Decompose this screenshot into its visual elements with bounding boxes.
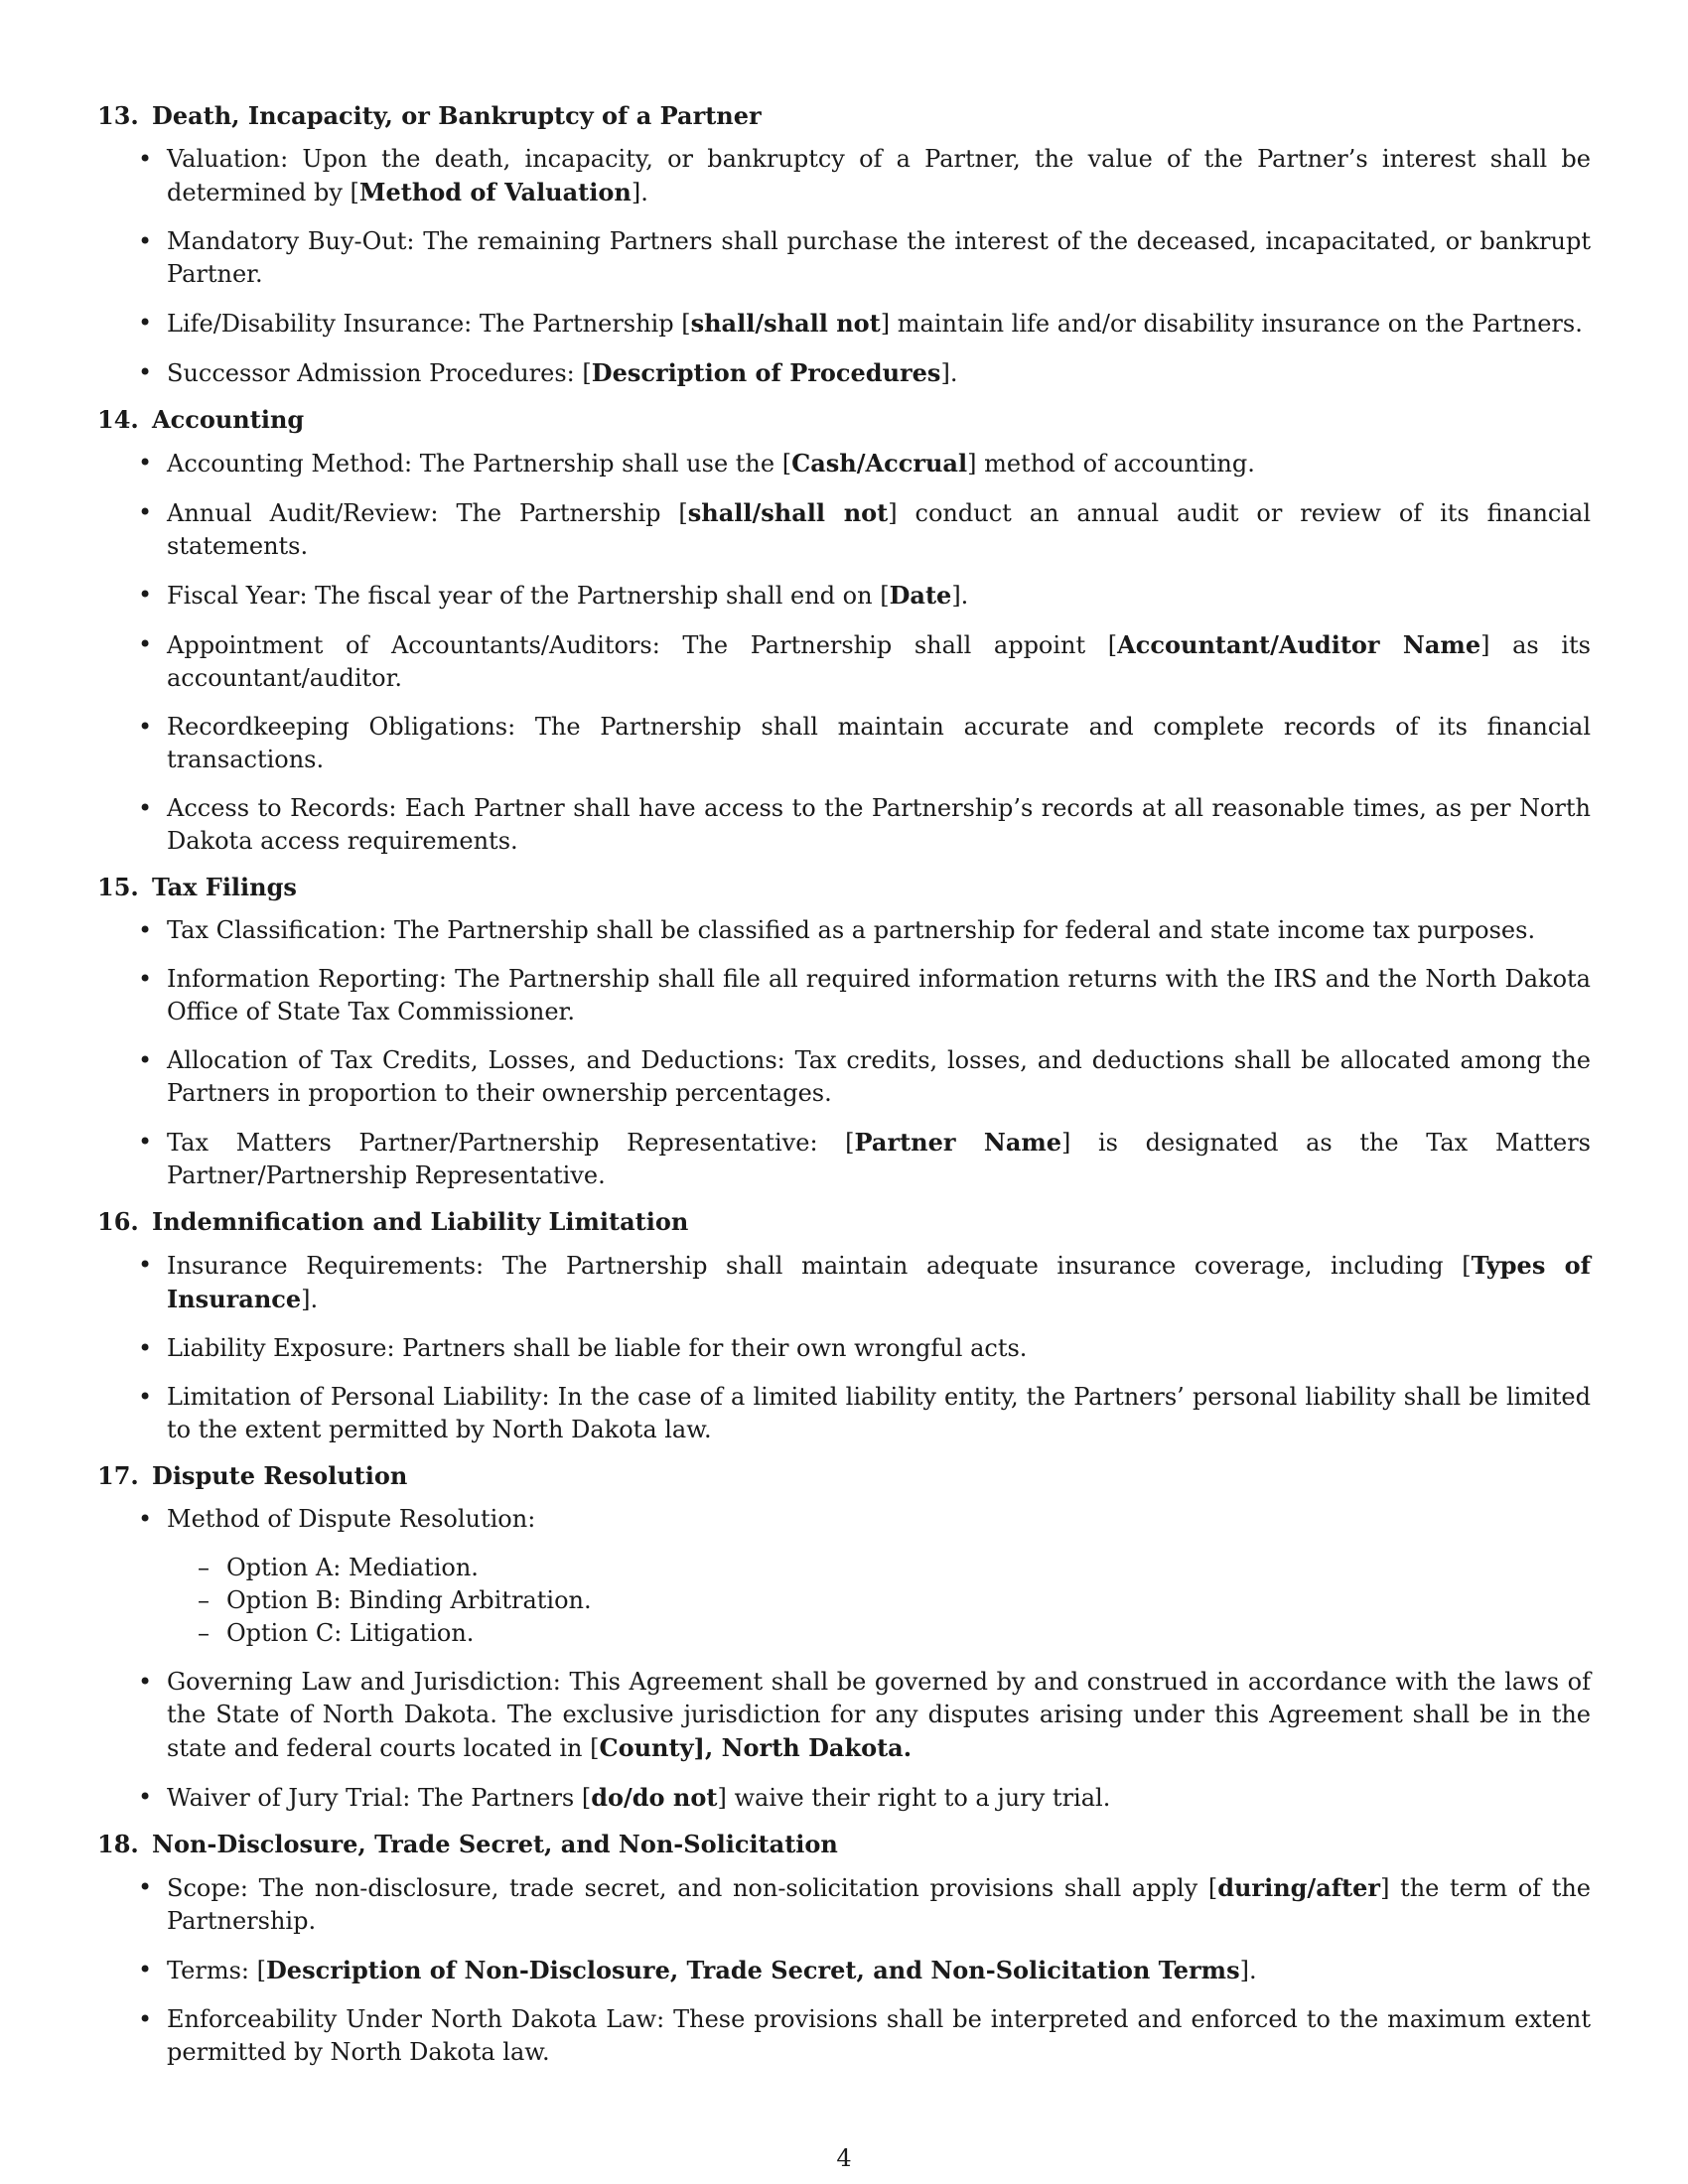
- list-item: • Information Reporting: The Partnership shall file all required information returns with the IRS and the North Dakota Office of State Tax Commissioner.: [97, 963, 1591, 1028]
- list-item: • Tax Classification: The Partnership shall be classified as a partnership for federal and state income tax purposes.: [97, 914, 1591, 947]
- option-item: – Option B: Binding Arbitration.: [167, 1584, 1591, 1617]
- list-item: • Enforceability Under North Dakota Law: These provisions shall be interpreted and enforced to the maximum extent permitted by North Dakota law.: [97, 2003, 1591, 2069]
- list-item: • Successor Admission Procedures: [Description of Procedures].: [97, 356, 1591, 390]
- list-item: • Tax Matters Partner/Partnership Representative: [Partner Name] is designated as the Tax Matters Partner/Partnership Representative.: [97, 1126, 1591, 1192]
- section-title: Accounting: [152, 405, 305, 434]
- section-title: Non-Disclosure, Trade Secret, and Non-Solicitation: [152, 1830, 838, 1858]
- section-number: 14.: [97, 405, 139, 434]
- list-item: • Fiscal Year: The fiscal year of the Partnership shall end on [Date].: [97, 579, 1591, 613]
- section-14: [97, 403, 1591, 858]
- section-13: [97, 99, 1591, 390]
- list-item: • Insurance Requirements: The Partnership shall maintain adequate insurance coverage, including [Types of Insurance].: [97, 1249, 1591, 1316]
- clause-list: [97, 1871, 1591, 2069]
- document-body: [97, 99, 1591, 2082]
- list-item: • Annual Audit/Review: The Partnership [shall/shall not] conduct an annual audit or review of its financial statements.: [97, 496, 1591, 563]
- option-list: [167, 1552, 1591, 1650]
- page-number: 4: [836, 2144, 852, 2172]
- list-item: • Life/Disability Insurance: The Partnership [shall/shall not] maintain life and/or disability insurance on the Partners.: [97, 307, 1591, 341]
- section-16: [97, 1205, 1591, 1446]
- section-title: Death, Incapacity, or Bankruptcy of a Partner: [152, 101, 762, 130]
- clause-list: [97, 1249, 1591, 1446]
- section-17: [97, 1459, 1591, 1815]
- list-item: • Liability Exposure: Partners shall be liable for their own wrongful acts.: [97, 1332, 1591, 1365]
- section-18: [97, 1828, 1591, 2069]
- list-item: • Accounting Method: The Partnership shall use the [Cash/Accrual] method of accounting.: [97, 447, 1591, 480]
- list-item: • Appointment of Accountants/Auditors: The Partnership shall appoint [Accountant/Auditor Name] as its accountant/auditor.: [97, 628, 1591, 695]
- section-heading: [97, 1459, 1591, 1492]
- list-item: • Governing Law and Jurisdiction: This Agreement shall be governed by and construed in accordance with the laws of the State of North Dakota. The exclusive jurisdiction for any disputes arising under this Agreement shall be in the state and federal courts located in [County], North Dakota.: [97, 1666, 1591, 1765]
- section-number: 16.: [97, 1207, 139, 1236]
- section-heading: [97, 1205, 1591, 1238]
- list-item: • Access to Records: Each Partner shall have access to the Partnership’s records at all reasonable times, as per North Dakota access requirements.: [97, 792, 1591, 858]
- section-heading: [97, 99, 1591, 132]
- list-item: • Waiver of Jury Trial: The Partners [do/do not] waive their right to a jury trial.: [97, 1781, 1591, 1815]
- section-number: 13.: [97, 101, 139, 130]
- section-title: Indemnification and Liability Limitation: [152, 1207, 689, 1236]
- clause-list: [97, 447, 1591, 858]
- list-item: • Scope: The non-disclosure, trade secret, and non-solicitation provisions shall apply [during/after] the term of the Partnership.: [97, 1871, 1591, 1938]
- section-number: 15.: [97, 873, 139, 901]
- list-item: • Recordkeeping Obligations: The Partnership shall maintain accurate and complete records of its financial transactions.: [97, 711, 1591, 776]
- list-item: • Limitation of Personal Liability: In the case of a limited liability entity, the Partners’ personal liability shall be limited to the extent permitted by North Dakota law.: [97, 1381, 1591, 1446]
- list-item: • Method of Dispute Resolution: – Option A: Mediation. – Option B: Binding Arbitration. – Option C: Litigation.: [97, 1503, 1591, 1650]
- clause-list: [97, 143, 1591, 390]
- section-15: [97, 871, 1591, 1192]
- clause-list: [97, 1503, 1591, 1815]
- clause-list: [97, 914, 1591, 1192]
- section-heading: [97, 871, 1591, 903]
- option-item: – Option A: Mediation.: [167, 1552, 1591, 1584]
- section-heading: [97, 403, 1591, 436]
- section-number: 18.: [97, 1830, 139, 1858]
- option-item: – Option C: Litigation.: [167, 1617, 1591, 1650]
- section-title: Tax Filings: [152, 873, 297, 901]
- list-item: • Terms: [Description of Non-Disclosure, Trade Secret, and Non-Solicitation Terms].: [97, 1954, 1591, 1987]
- list-item: • Mandatory Buy-Out: The remaining Partners shall purchase the interest of the deceased, incapacitated, or bankrupt Partner.: [97, 225, 1591, 291]
- section-heading: [97, 1828, 1591, 1860]
- list-item: • Valuation: Upon the death, incapacity, or bankruptcy of a Partner, the value of the Partner’s interest shall be determined by [Method of Valuation].: [97, 143, 1591, 209]
- section-number: 17.: [97, 1461, 139, 1490]
- section-title: Dispute Resolution: [152, 1461, 408, 1490]
- list-item: • Allocation of Tax Credits, Losses, and Deductions: Tax credits, losses, and deductions shall be allocated among the Partners in proportion to their ownership percentages.: [97, 1044, 1591, 1110]
